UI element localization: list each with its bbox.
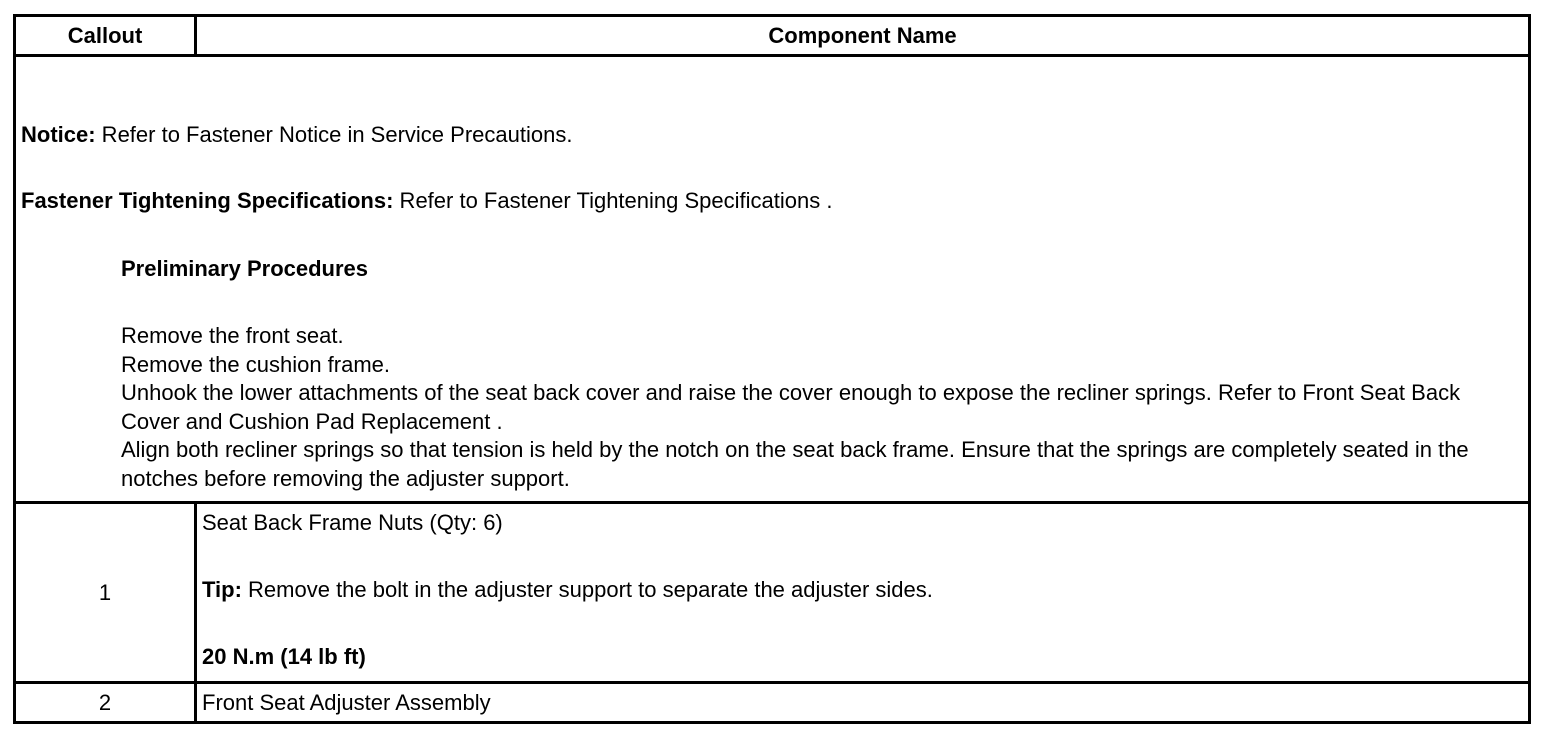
- tip-text: Remove the bolt in the adjuster support to separate the adjuster sides.: [241, 577, 933, 602]
- table-row: [15, 683, 1530, 723]
- step-item: Unhook the lower attachments of the seat back cover and raise the cover enough to expose the recliner springs. Refer to Front Seat Back Cover and Cushion Pad Replacement .: [121, 380, 1461, 434]
- notice-line: [21, 121, 1528, 149]
- step-item: Align both recliner springs so that tension is held by the notch on the seat back frame. Ensure that the springs are completely seated in the notches before removing the adjuster support.: [121, 437, 1469, 491]
- spec-label: Fastener Tightening Specifications:: [21, 188, 394, 213]
- preliminary-steps: [121, 322, 1508, 494]
- tip-label: Tip:: [202, 577, 242, 602]
- component-name: Seat Back Frame Nuts (Qty: 6): [202, 510, 503, 535]
- torque-spec: 20 N.m (14 lb ft): [202, 644, 366, 669]
- callout-cell: 1: [15, 503, 196, 683]
- notice-label: Notice:: [21, 122, 96, 147]
- tip-line: [202, 576, 1528, 604]
- callout-cell: 2: [15, 683, 196, 723]
- notes-row: [15, 56, 1530, 503]
- spec-text: Refer to Fastener Tightening Specifications .: [393, 188, 833, 213]
- notes-cell: [15, 56, 1530, 503]
- notice-text: Refer to Fastener Notice in Service Precautions.: [95, 122, 573, 147]
- header-row: [15, 16, 1530, 56]
- callout-header: Callout: [15, 16, 196, 56]
- step-item: Remove the front seat.: [121, 323, 344, 348]
- component-name: Front Seat Adjuster Assembly: [196, 683, 1530, 723]
- table-row: [15, 503, 1530, 683]
- component-name-header: Component Name: [196, 16, 1530, 56]
- component-cell: [196, 503, 1530, 683]
- preliminary-title: Preliminary Procedures: [121, 256, 369, 281]
- component-table: [13, 14, 1531, 724]
- step-item: Remove the cushion frame.: [121, 351, 391, 377]
- spec-line: [21, 187, 1528, 215]
